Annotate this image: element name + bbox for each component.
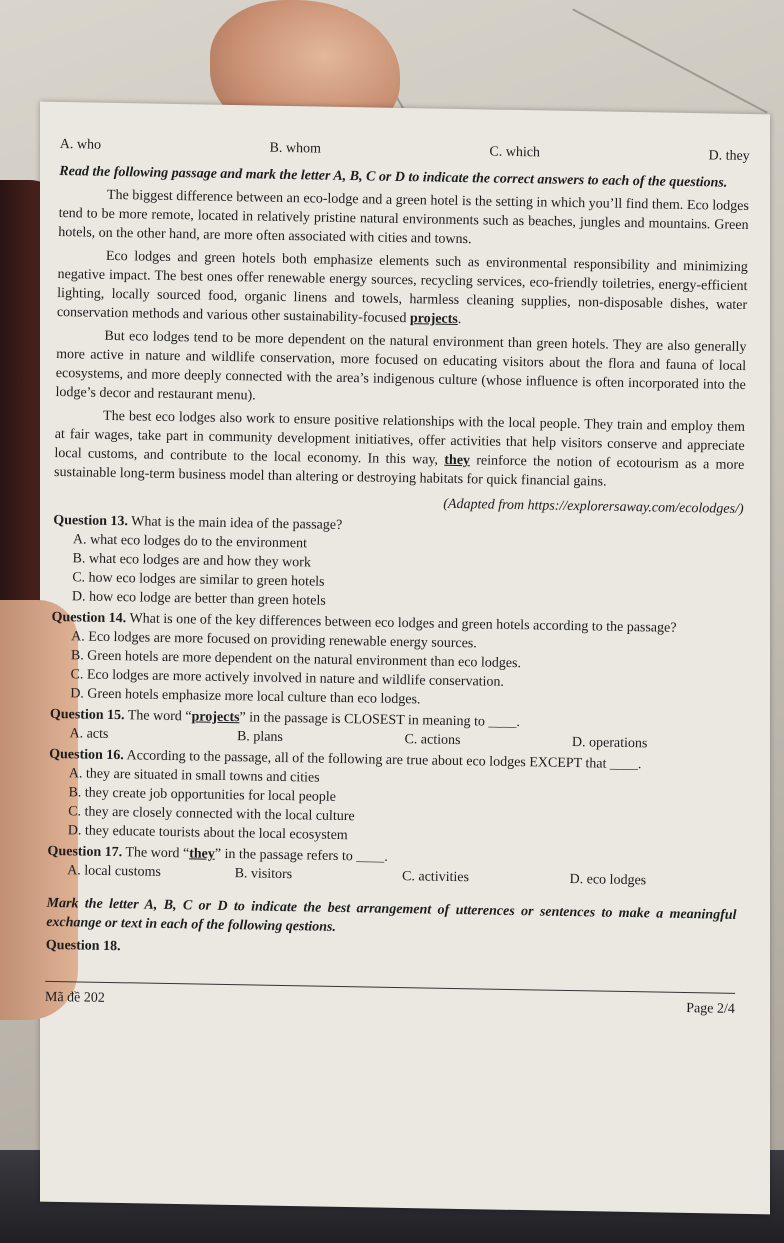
q14-option-c: C. Eco lodges are more actively involved in nature and wildlife conservation. (70, 667, 505, 690)
paragraph-4-text: The best eco lodges also work to ensure positive relationships with the local people. They train and employ them at fair wages, take part in community development initiatives, offer activities that help visitors conserve and appreciate local customs, and contribute to the local economy. In this way, (54, 408, 746, 468)
option-d: D. they (708, 148, 750, 165)
q17-option-b: B. visitors (234, 866, 293, 883)
q16-option-c: C. they are closely connected with the local culture (68, 804, 355, 825)
option-c: C. which (489, 144, 541, 161)
question-word: projects (191, 709, 240, 726)
q16-option-a: A. they are situated in small towns and cities (68, 766, 320, 786)
q13-option-c: C. how eco lodges are similar to green hotels (72, 570, 325, 590)
question-text-b: ” in the passage refers to ____. (214, 846, 388, 865)
option-a: A. who (59, 136, 102, 153)
question-label: Question 15. (49, 706, 125, 724)
q15-option-d: D. operations (571, 735, 648, 752)
question-text-a: The word “ (124, 708, 192, 725)
paragraph-2-end: . (457, 311, 462, 328)
passage-paragraph-4 (54, 406, 745, 494)
q14-option-a: A. Eco lodges are more focused on providing renewable energy sources. (71, 629, 477, 652)
question-label: Question 17. (47, 843, 123, 861)
page-number: Page 2/4 (686, 1001, 735, 1017)
q14-option-b: B. Green hotels are more dependent on the natural environment than eco lodges. (70, 648, 522, 672)
q15-option-c: C. actions (404, 732, 461, 749)
question-text-a: The word “ (122, 845, 190, 862)
q14-option-d: D. Green hotels emphasize more local culture than eco lodges. (70, 686, 421, 708)
q17-option-d: D. eco lodges (569, 872, 647, 889)
question-16 (48, 745, 740, 852)
question-label: Question 16. (49, 746, 124, 764)
underlined-word-projects: projects (409, 311, 458, 327)
q16-option-b: B. they create job opportunities for local people (68, 785, 337, 805)
exam-content (45, 135, 750, 1019)
passage-paragraph-3: But eco lodges tend to be more dependent on the natural environment than green hotels. They are also generally more active in nature and wildlife conservation, more focused on educating visitors about the flora and fauna of local ecosystems, and more deeply connected with the area’s indigenous culture (whose influence is often incorporated into the lodge’s decor and restaurant menu). (55, 328, 747, 404)
passage-source: (Adapted from https://explorersaway.com/ecolodges/) (443, 496, 744, 517)
q13-option-d: D. how eco lodge are better than green hotels (71, 589, 326, 609)
q17-option-c: C. activities (401, 869, 470, 886)
arrangement-instruction: Mark the letter A, B, C or D to indicate the best arrangement of utterences or sentences to make a meaningful exchange or text in each of the following qestions. (46, 895, 737, 935)
question-text: According to the passage, all of the following are true about eco lodges EXCEPT that ____. (123, 748, 642, 773)
passage-paragraph-2 (57, 246, 748, 334)
passage-paragraph-1: The biggest difference between an eco-lodge and a green hotel is the setting in which you’ll find them. Eco lodges tend to be more remote, located in relatively pristine natural environments such as beaches, jungles and mountains. Green hotels, on the other hand, are more often associated with cities and towns. (58, 187, 749, 248)
option-b: B. whom (269, 140, 322, 157)
question-label: Question 13. (53, 512, 129, 530)
question-word: they (189, 846, 215, 862)
question-text: What is the main idea of the passage? (127, 514, 343, 533)
underlined-word-they: they (444, 452, 471, 469)
q15-option-b: B. plans (236, 729, 284, 745)
question-14 (50, 608, 742, 715)
q13-option-a: A. what eco lodges do to the environment (72, 532, 308, 552)
question-label: Question 14. (51, 609, 127, 627)
exam-code: Mã đề 202 (44, 989, 105, 1006)
q15-option-a: A. acts (69, 726, 109, 742)
q17-option-a: A. local customs (67, 863, 161, 880)
q16-option-d: D. they educate tourists about the local ecosystem (67, 823, 348, 844)
question-text: What is one of the key differences between eco lodges and green hotels according to the passage? (126, 611, 677, 636)
question-13 (52, 511, 744, 618)
question-text-b: ” in the passage is CLOSEST in meaning to ____. (239, 710, 521, 731)
paragraph-2-text: Eco lodges and green hotels both emphasize elements such as environmental responsibility and minimizing negative impact. The best ones offer renewable energy sources, recycling services, eco-friendly toiletries, energy-efficient lighting, locally sourced food, organic linens and towels, harmless cleaning supplies, non-disposable dishes, water conservation methods and various other sustainability-focused (56, 248, 748, 327)
q13-option-b: B. what eco lodges are and how they work (72, 551, 312, 571)
question-18: Question 18. (45, 937, 121, 955)
reading-instruction: Read the following passage and mark the letter A, B, C or D to indicate the correct answers to each of the questions. (59, 163, 728, 191)
paragraph-4-end: reinforce the notion of ecotourism as a more sustainable long-term business model than altering or destroying habitats for quick financial gains. (53, 453, 745, 490)
